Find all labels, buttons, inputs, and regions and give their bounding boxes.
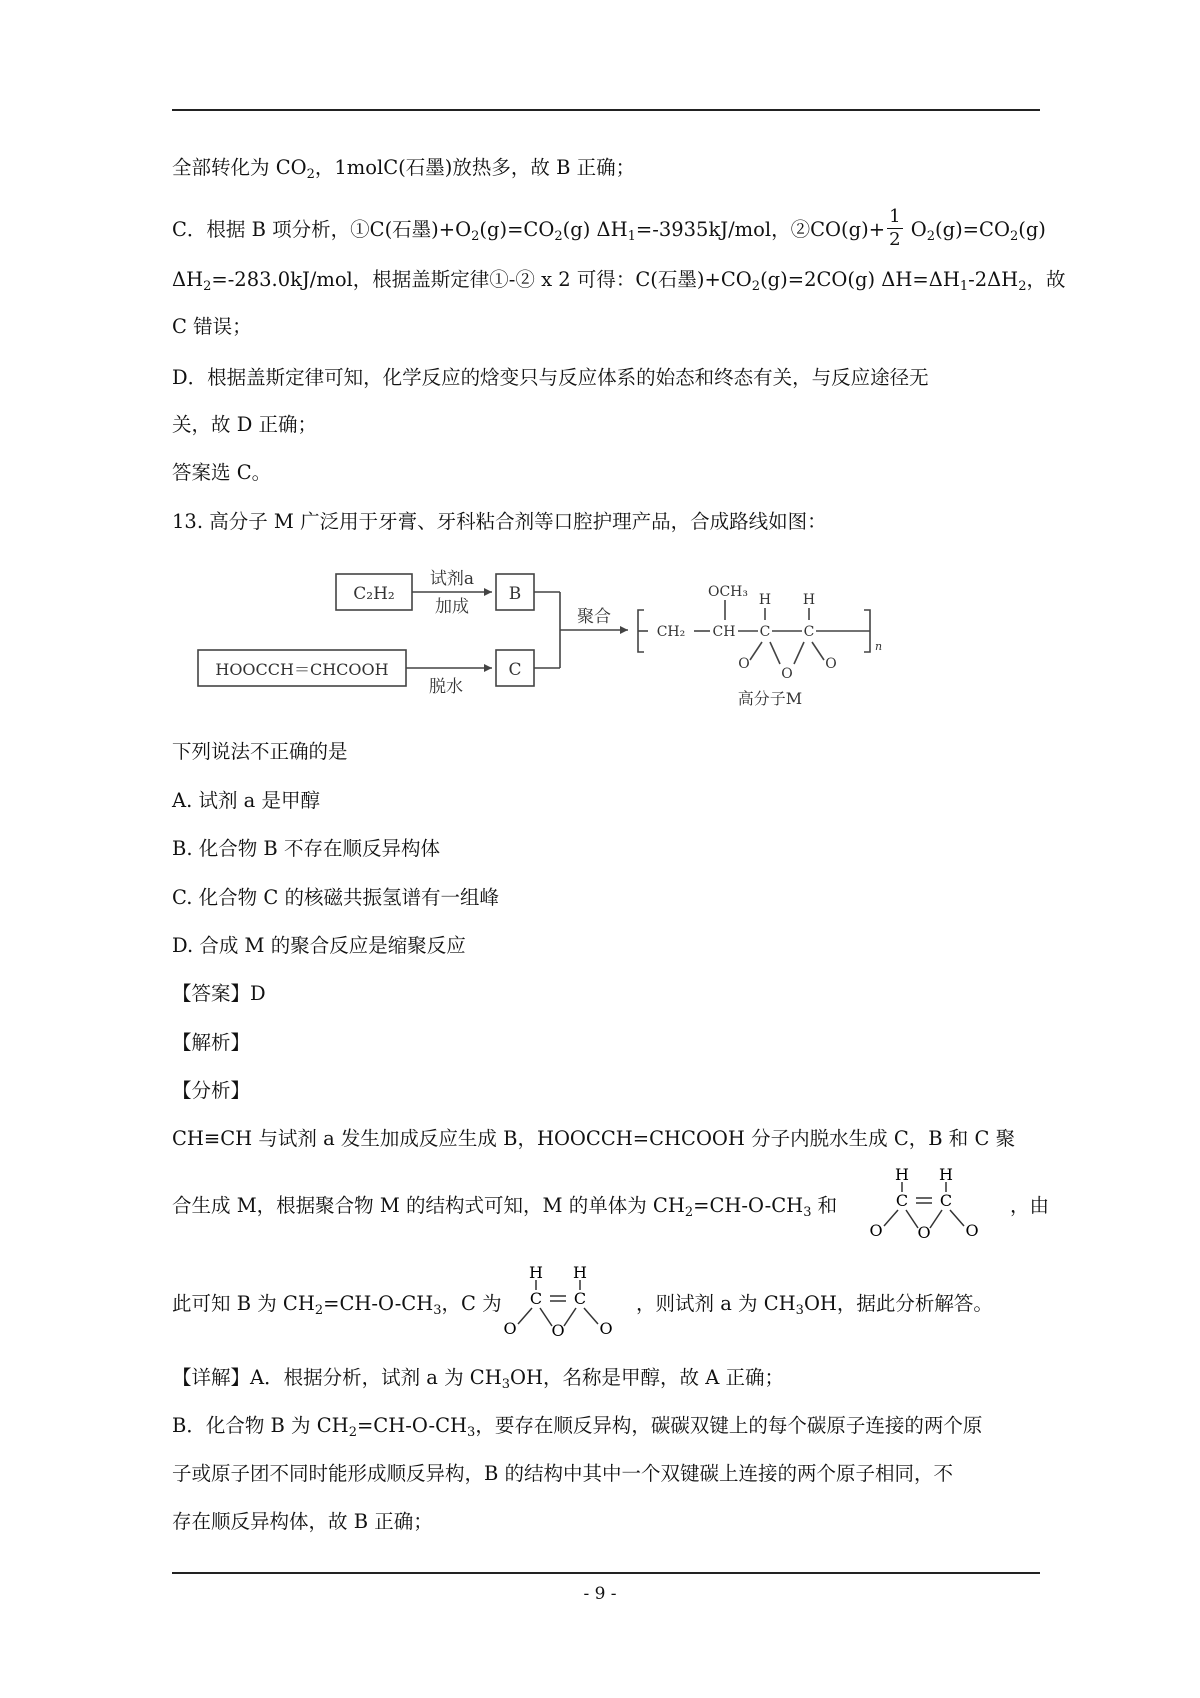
c-atom-label: C	[759, 624, 771, 640]
text-line: 合生成 M，根据聚合物 M 的结构式可知，M 的单体为 $CH_2=CH-O-CH_3$ 和	[172, 1194, 838, 1220]
h-label: H	[939, 1166, 953, 1184]
text-line: ，由	[1010, 1194, 1050, 1217]
polymerize-label: 聚合	[577, 607, 611, 627]
text-line: 全部转化为 $CO_2$，1molC(石墨)放热多，故 B 正确；	[172, 156, 636, 182]
text-line: 答案选 C。	[172, 461, 272, 484]
header-rule	[172, 109, 1040, 111]
maleic-anhydride-structure	[492, 1264, 628, 1338]
o-label: O	[825, 656, 837, 672]
question-13-stem: 13. 高分子 M 广泛用于牙膏、牙科粘合剂等口腔护理产品，合成路线如图：	[172, 510, 827, 533]
reagent-a-label: 试剂a	[429, 569, 475, 589]
h-label: H	[529, 1264, 543, 1282]
jiexi-label: 【解析】	[172, 1031, 251, 1054]
c2h2-label: C₂H₂	[353, 584, 395, 604]
o-label: O	[503, 1319, 517, 1338]
c-atom-label: C	[895, 1191, 909, 1210]
fraction-one-half: $\frac{1}{2}$	[889, 206, 901, 250]
question-prompt: 下列说法不正确的是	[172, 740, 348, 763]
text-line: 存在顺反异构体，故 B 正确；	[172, 1510, 433, 1533]
h-label: H	[802, 592, 816, 608]
addition-label: 加成	[435, 597, 469, 617]
och3-label: OCH₃	[707, 584, 749, 600]
c-label: C	[508, 660, 522, 680]
h-label: H	[573, 1264, 587, 1282]
text-line: 关，故 D 正确；	[172, 413, 318, 436]
o-label: O	[738, 656, 750, 672]
ch-label: CH	[712, 624, 736, 640]
text-line: 此可知 B 为 $CH_2=CH-O-CH_3$，C 为	[172, 1292, 502, 1318]
text-line: B．化合物 B 为 $CH_2=CH-O-CH_3$，要存在顺反异构，碳碳双键上的每个碳原子连接的两个原	[172, 1414, 983, 1440]
ch2-label: CH₂	[656, 624, 686, 640]
synthesis-route-diagram	[196, 562, 916, 712]
o-label: O	[965, 1221, 979, 1240]
text-line: 子或原子团不同时能形成顺反异构，B 的结构中其中一个双键碳上连接的两个原子相同，不	[172, 1462, 954, 1485]
option-c: C. 化合物 C 的核磁共振氢谱有一组峰	[172, 886, 499, 909]
text-line: D．根据盖斯定律可知，化学反应的焓变只与反应体系的始态和终态有关，与反应途径无	[172, 366, 929, 389]
b-label: B	[508, 584, 522, 604]
text-line: $\Delta H_2=-283.0kJ$/mol，根据盖斯定律①-② x 2 可得：C(石墨)$+CO_2(g)=2CO(g)$ $\Delta H=\Delta H_1-2\Delta H_2$，故	[172, 268, 1066, 294]
o-label: O	[869, 1221, 883, 1240]
option-b: B. 化合物 B 不存在顺反异构体	[172, 837, 440, 860]
answer-label: 【答案】D	[172, 982, 266, 1005]
o-label: O	[551, 1321, 565, 1338]
maleic-acid-label: HOOCCH＝CHCOOH	[215, 660, 389, 679]
o-label: O	[781, 666, 793, 682]
n-subscript: n	[875, 640, 883, 653]
c-atom-label: C	[939, 1191, 953, 1210]
dehydrate-label: 脱水	[429, 677, 463, 697]
option-d: D. 合成 M 的聚合反应是缩聚反应	[172, 934, 466, 957]
polymer-m-label: 高分子M	[737, 689, 803, 708]
c-atom-label: C	[803, 624, 815, 640]
o-label: O	[917, 1223, 931, 1240]
text-line: C 错误；	[172, 315, 252, 338]
page-number: - 9 -	[583, 1584, 617, 1604]
c-atom-label: C	[573, 1289, 587, 1308]
text-line: ，则试剂 a 为 $CH_3OH$，据此分析解答。	[636, 1292, 993, 1318]
option-a: A. 试剂 a 是甲醇	[172, 789, 321, 812]
c-atom-label: C	[529, 1289, 543, 1308]
text-line: CH≡CH 与试剂 a 发生加成反应生成 B，HOOCCH=CHCOOH 分子内脱水生成 C，B 和 C 聚	[172, 1127, 1016, 1150]
o-label: O	[599, 1319, 613, 1338]
text-line: 【详解】A．根据分析，试剂 a 为 $CH_3OH$，名称是甲醇，故 A 正确；	[172, 1366, 784, 1392]
footer-rule	[172, 1572, 1040, 1574]
text-line: C．根据 B 项分析，①C(石墨)$+O_2(g)=CO_2(g)$ $\Delta H_1=-3935kJ$/mol，②CO(g)+ $\frac{1}{2}$ $O_2(g)=CO_2(g)$	[172, 206, 1046, 250]
fenxi-label: 【分析】	[172, 1079, 251, 1102]
h-label: H	[758, 592, 772, 608]
h-label: H	[895, 1166, 909, 1184]
maleic-anhydride-structure	[858, 1166, 994, 1240]
